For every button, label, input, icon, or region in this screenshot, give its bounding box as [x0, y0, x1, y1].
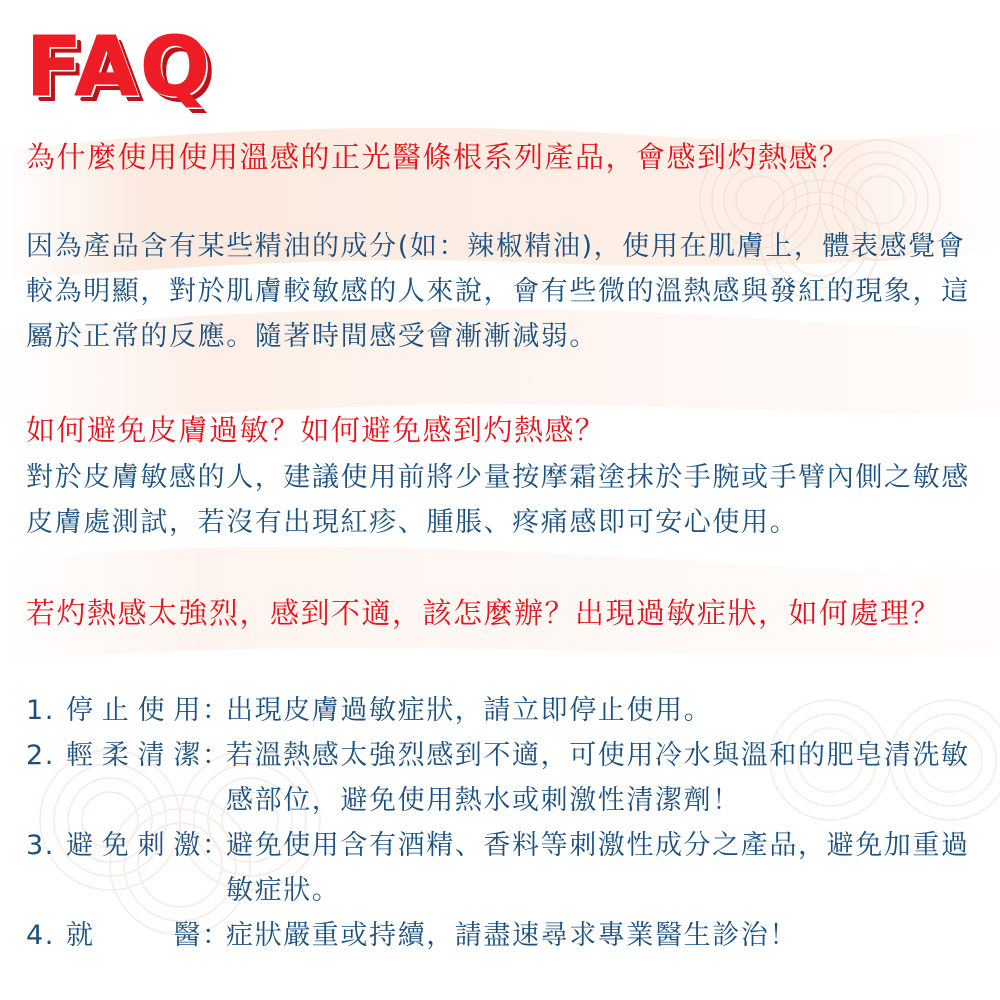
step-item-4: [26, 913, 976, 958]
question-2: 如何避免皮膚過敏？如何避免感到灼熱感？: [26, 413, 606, 447]
question-3: 若灼熱感太強烈，感到不適，該怎麼辦？出現過敏症狀，如何處理？: [26, 596, 942, 630]
step-term-char: 使: [137, 695, 167, 726]
step-item-1: [26, 688, 976, 733]
step-colon: ：: [202, 695, 231, 726]
step-item-2: [26, 733, 976, 823]
step-colon: ：: [202, 740, 231, 771]
step-term-char: 停: [66, 695, 95, 726]
step-term: [66, 688, 202, 733]
step-description: 症狀嚴重或持續，請盡速尋求專業醫生診治！: [226, 920, 798, 951]
step-term: [66, 823, 202, 913]
step-term-char: 柔: [101, 740, 131, 771]
step-term-char: 避: [66, 830, 95, 861]
faq-title: FAQ: [26, 20, 212, 115]
step-term-char: 輕: [66, 740, 95, 771]
question-1: 為什麼使用使用溫感的正光醫條根系列產品，會感到灼熱感？: [26, 140, 850, 174]
step-description: 出現皮膚過敏症狀，請立即停止使用。: [226, 695, 713, 726]
step-item-3: [26, 823, 976, 913]
step-term-char: 醫: [173, 920, 202, 951]
step-term-char: 清: [137, 740, 167, 771]
step-term-char: 刺: [137, 830, 167, 861]
step-term-char: 激: [173, 830, 202, 861]
step-number: 1.: [26, 695, 55, 726]
step-description: 避免使用含有酒精、香料等刺激性成分之產品，避免加重過敏症狀。: [226, 830, 970, 906]
step-term-char: 潔: [173, 740, 202, 771]
step-term-char: 就: [66, 920, 95, 951]
step-number: 2.: [26, 740, 55, 771]
steps-list: [26, 688, 976, 958]
step-number: 3.: [26, 830, 55, 861]
answer-1: 因為產品含有某些精油的成分(如：辣椒精油)，使用在肌膚上，體表感覺會較為明顯，對於肌膚較敏感的人來說，會有些微的溫熱感與發紅的現象，這屬於正常的反應。隨著時間感受會漸漸減弱。: [26, 231, 970, 352]
answer-2: 對於皮膚敏感的人，建議使用前將少量按摩霜塗抹於手腕或手臂內側之敏感皮膚處測試，若沒有出現紅疹、腫脹、疼痛感即可安心使用。: [26, 462, 970, 538]
step-term-char: 用: [173, 695, 202, 726]
step-term-char: 免: [101, 830, 131, 861]
step-term: [66, 913, 202, 958]
step-term: [66, 733, 202, 823]
step-number: 4.: [26, 920, 55, 951]
step-colon: ：: [202, 830, 231, 861]
step-colon: ：: [202, 920, 231, 951]
step-term-char: 止: [101, 695, 131, 726]
step-description: 若溫熱感太強烈感到不適，可使用冷水與溫和的肥皂清洗敏感部位，避免使用熱水或刺激性清潔劑！: [226, 740, 970, 816]
